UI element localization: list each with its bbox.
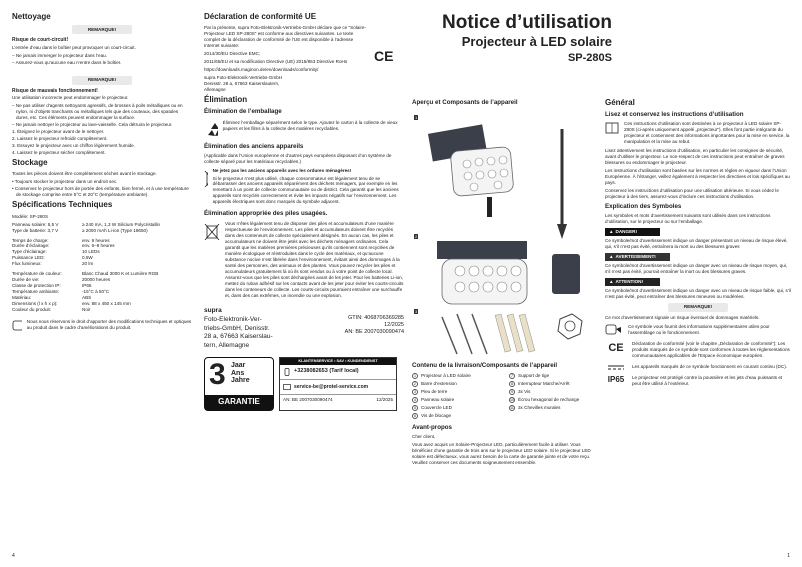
directive: 2014/30/EU Directive EMC;: [204, 51, 261, 57]
content-item: 6 Vis de blocage: [414, 413, 452, 419]
spec-row: Matériau: ABS: [12, 295, 92, 301]
attention-label: ▲ ATTENTION!: [605, 278, 660, 286]
contenu-heading: Contenu de la livraison/Composants de l’appareil: [412, 362, 558, 370]
info-hand-icon: [605, 324, 623, 336]
spec-row: Durée d’éclairage: env. 6–8 heures: [12, 243, 115, 249]
content-item: 7 Support de tige: [511, 373, 550, 379]
email-icon: [283, 383, 291, 391]
company-address: Denisstr. 28 a, 67663 Kaiserslautern,: [204, 81, 280, 87]
declaration-body: Par la présente, supra Foto-Elektronik-Vertriebs-GmbH déclare que ce "Solaire-Projecteur LED SP-280S" est conforme aux directives suivantes. Le texte complet de la déclaration de conformité de l’UE est disponible à l’adresse Internet suivante:: [204, 25, 366, 49]
content-item: 8 Interrupteur Marche/Arrêt: [511, 381, 570, 387]
specs-heading: Spécifications Techniques: [12, 200, 113, 210]
page-number: 1: [787, 552, 790, 559]
service-box: KLANTENSERVICE • SAV • KUNDENDIENST +3238082653 (Tarif local) service-be@protel-service.com AN: BE 2007030090474 12/2025: [279, 357, 397, 411]
callout-1: 1: [415, 115, 418, 121]
company-name: supra Foto-Elektronik-Vertriebs-GmbH: [204, 75, 283, 81]
specs-table: [12, 214, 192, 314]
general-p3: Les instructions d’utilisation sont basées sur les normes et règles en vigueur dans l’Union Européenne. À l’étranger, veillez également à respecter les directives et lois spécifiques au pays.: [605, 168, 790, 186]
manual-title: Notice d’utilisation: [442, 12, 612, 33]
stockage-heading: Stockage: [12, 157, 48, 167]
elimination-sub1: Élimination de l’emballage: [204, 108, 282, 116]
recycle-icon: [204, 120, 218, 140]
spec-row: Température ambiante: -15°C à 50°C: [12, 289, 110, 295]
company-line: tern, Allemagne: [204, 342, 250, 350]
service-email: service-be@protel-service.com: [280, 379, 396, 394]
attention-body: Ce symbole/mot d’avertissement indique un danger avec un niveau de risque faible, qui, s’il n’est pas évité, peut entraîner des blessures mineures ou modérées.: [605, 287, 791, 299]
list-item: – Ne jamais nettoyer le projecteur au lave-vaisselle. Cela détruira le projecteur.: [12, 122, 173, 128]
device-drawing: [412, 109, 598, 359]
callout-3: 3: [415, 309, 418, 315]
content-item: 4 Panneau solaire: [414, 397, 455, 403]
remarque-badge: REMARQUE!: [668, 303, 728, 312]
warning-triangle-icon: ▲: [609, 253, 614, 259]
list-item: – Ne pas utiliser d’agents nettoyants agressifs, de brosses à poils métalliques ou en nylon, ni d’objets tranchants ou métalliques tels que des couteaux, des spatules dures, etc. Ces éléments peuvent endommager la surface.: [12, 103, 183, 121]
symbols-heading: Explication des Symboles: [605, 203, 682, 211]
symbol-row-dc: Les appareils marqués de ce symbole fonctionnent en courant continu (DC).: [605, 364, 791, 372]
stockage-body: Toutes les pièces doivent être complètement sèches avant le stockage.: [12, 171, 157, 177]
avant-greeting: Cher client,: [412, 434, 436, 440]
symbol-row-ip65: IP65 Le projecteur est protégé contre la poussière et les jets d’eau puissants et peut être utilisé à l’extérieur.: [605, 375, 791, 389]
risk-title: Risque de mauvais fonctionnement!: [12, 87, 98, 94]
remarque-badge: REMARQUE!: [72, 76, 132, 85]
avertissement-label: ▲ AVERTISSEMENT!: [605, 253, 670, 261]
phone-icon: [283, 368, 291, 376]
dc-current-icon: [605, 364, 627, 372]
company-line: 28 a, 67663 Kaiserslau-: [204, 333, 273, 341]
step-item: 2. Laissez le projecteur refroidir complètement.: [12, 136, 108, 142]
company-country: Allemagne: [204, 87, 226, 93]
page-right-left-column: [412, 96, 598, 468]
spec-row: Type de batterie: 3,7 V ≥ 2000 mAh Li-ion (Type 18650): [12, 227, 148, 233]
packaging-row: Éliminez l’emballage séparément selon le type. Ajoutez le carton à la collecte de vieux papiers et les films à la collecte des matières recyclables.: [204, 120, 404, 140]
spec-row: Temps de charge: env. 8 heures: [12, 237, 110, 243]
manual-title-block: [412, 12, 612, 65]
content-item: 9 3x Vis: [511, 389, 531, 395]
ce-mark-icon: CE: [374, 48, 394, 65]
callout-2: 2: [415, 234, 418, 240]
service-date: 12/2025: [376, 396, 393, 402]
product-illustration: [412, 109, 598, 359]
avant-heading: Avant-propos: [412, 424, 452, 432]
apercu-heading: Aperçu et Composants de l’appareil: [412, 99, 518, 106]
danger-body: Ce symbole/mot d’avertissement indique un danger présentant un niveau de risque élevé, qui, s’il n’est pas évité, entraînera la mort ou des blessures graves: [605, 238, 788, 250]
elimination-sub3: Élimination appropriée des piles usagées.: [204, 210, 328, 218]
spec-row: Dimensions (l x h x p): env. 88 x 450 x 145 mm: [12, 301, 131, 307]
spec-row: Température de couleur: Blanc Chaud 3000 K et Lumière RGB: [12, 271, 159, 277]
spec-row: Classe de protection IP: IP65: [12, 283, 92, 289]
symbol-row-info: Ce symbole vous fournit des informations supplémentaires utiles pour l’assemblage ou le fonctionnement.: [605, 324, 791, 338]
spec-row: Flux lumineux: 20 lm: [12, 261, 94, 267]
general-heading: Général: [605, 98, 635, 107]
manufacturer-block: [204, 307, 404, 351]
remarque-badge: REMARQUE!: [72, 25, 132, 34]
model-number: SP-280S: [567, 51, 612, 64]
content-item: 10 Écrou hexagonal de rechange: [510, 397, 580, 403]
company-line: Foto-Elektronik-Ver-: [204, 315, 262, 323]
page-number: 4: [12, 552, 15, 559]
list-item: • Toujours stocker le projecteur dans un endroit sec.: [12, 179, 118, 185]
page-mid-column: [204, 10, 404, 411]
service-an: AN: BE 2007030090474: [283, 396, 333, 402]
list-item: – Ne jamais immerger le projecteur dans l’eau.: [12, 52, 107, 58]
warning-triangle-icon: ▲: [609, 229, 614, 235]
spec-row: Type d’éclairage: 10 LEDs: [12, 249, 100, 255]
contents-list: [412, 373, 598, 419]
company-line: triebs-GmbH, Denisstr.: [204, 324, 270, 332]
info-hand-icon: [12, 319, 22, 333]
elimination-heading: Élimination: [204, 95, 248, 105]
spec-model: Modèle: SP-280S: [12, 213, 49, 219]
risk-title: Risque de court-circuit!: [12, 37, 69, 44]
risk-body: Une utilisation incorrecte peut endommager le projecteur.: [12, 95, 129, 101]
crossed-bin-icon: [204, 168, 208, 188]
step-item: 4. Laissez le projecteur sécher complètement.: [12, 149, 106, 155]
manual-subtitle: Projecteur à LED solaire: [461, 33, 612, 49]
nettoyage-heading: Nettoyage: [12, 12, 51, 21]
symbols-intro: Les symboles et mots d’avertissement suivants sont utilisés dans ces instructions d’utilisation, sur le projecteur ou sur l’emballage.: [605, 213, 771, 225]
brand-logo: supra: [204, 307, 222, 314]
battery-row: Vous n’êtes légalement tenu de disposer des piles et accumulateurs d’une manière respectueuse de l’environnement. Les piles et accumulateurs doivent être recyclés dans des conteneurs de collecte spécialement désignés. En aucun cas, les piles et accumulateurs ne doivent être jetés avec les déchets ménagers ordinaires. Cela garantit que les matières premières précieuses qu’ils contiennent sont recyclées de manière écologique et réintroduites dans le cycle des matériaux, et qu’aucune substance nocive n’est libérée dans l’environnement, évitant ainsi des dommages à la santé des personnes, des animaux et des plantes. Vous pouvez recycler les piles et accumulateurs gratuitement là où ils sont vendus ou à votre point de collecte local. Assurez-vous que les piles sont déchargées avant de les jeter. Pour les batteries Li-ion, mettez du ruban adhésif sur les contacts avant de les jeter pour éviter les courts-circuits dans les conteneurs de collecte. Les courts-circuits pourraient entraîner une surchauffe et, dans des cas extrêmes, un incendie ou une explosion.: [204, 221, 404, 301]
service-phone: +3238082653 (Tarif local): [280, 365, 396, 379]
battery-bin-icon: [204, 221, 220, 241]
warning-triangle-icon: ▲: [609, 278, 614, 284]
page-left-column: [12, 10, 192, 336]
weee-row: Ne jetez pas les anciens appareils avec les ordures ménagères! Si le projecteur n’est plus utilisé, chaque consommateur est légalement tenu de se débarrasser des anciens appareils séparément des déchets ménagers, par exemple en les remettant à un point de collecte communautaire ou de district. Cela garantit que les anciens appareils sont recyclés correctement et évite les impacts négatifs sur l’environnement. Les appareils électriques sont donc marqués du symbole adjacent.: [204, 168, 404, 208]
page-right-right-column: [605, 96, 791, 392]
spec-row: Durée de vie: 20000 heures: [12, 277, 111, 283]
step-item: 1. Éteignez le projecteur avant de le nettoyer.: [12, 129, 105, 135]
book-icon: [605, 121, 619, 135]
ce-mark-icon: CE: [608, 341, 624, 354]
content-item: 2 Barre d’extension: [414, 381, 457, 387]
symbol-row-ce: CE Déclaration de conformité (voir le chapitre „Déclaration de conformité“): Les produits marqués de ce symbole sont conformes à toutes les réglementations communautaires applicables de l’Espace économique européen.: [605, 341, 791, 361]
ip65-icon: IP65: [607, 374, 625, 384]
directive: 2011/65/EU et sa modification Directive (UE) 2015/863 Directive RoHs: [204, 59, 348, 65]
step-item: 3. Essuyez le projecteur avec un chiffon légèrement humide.: [12, 143, 135, 149]
elimination-sub2-body: (Applicable dans l’Union européenne et d’autres pays européens disposant d’un système de collecte séparé pour les matériaux recyclables.): [204, 152, 392, 164]
spec-note: Nous nous réservons le droit d’apporter des modifications techniques et optiques au produit dans le cadre d’améliorations du produit.: [12, 319, 192, 333]
list-item: • Conservez le projecteur hors de portée des enfants, bien fermé, et à une température de stockage comprise entre 5°C et 20°C (température ambiante).: [12, 186, 189, 198]
guarantee-badge: 3 Jaar Ans Jahre GARANTIE: [204, 357, 274, 411]
spec-row: Puissance LED: 0,5W: [12, 255, 93, 261]
general-p2: Lisez attentivement les instructions d’utilisation, en particulier les consignes de sécurité, avant d’utiliser le projecteur. Le non-respect de ces instructions peut entraîner de graves blessures ou endommager le projecteur.: [605, 148, 785, 166]
read-instructions-row: Ces instructions d’utilisation sont destinées à ce projecteur à LED solaire SP-280S (ci-après uniquement appelé „projecteur“). Elles font partie intégrante du projecteur et contiennent des informations importantes pour la mise en service, la manipulation et la mise au rebut.: [605, 121, 791, 147]
general-sub1: Lisez et conservez les instructions d’utilisation: [605, 111, 744, 119]
danger-label: ▲ DANGER!: [605, 228, 660, 236]
spec-row: Panneau solaire: 5,5 V ≥ 240 mA, 1,3 W Silicium Polycristallin: [12, 221, 161, 227]
avertissement-body: Ce symbole/mot d’avertissement indique un danger avec un niveau de risque moyen, qui, s’il n’est pas évité, pourrait entraîner la mort ou des blessures graves.: [605, 262, 788, 274]
gtin: GTIN: 4068706369285: [348, 315, 404, 321]
an-number: AN: BE 2007030090474: [344, 329, 404, 336]
spec-row: Couleur du produit: Noir: [12, 307, 91, 313]
list-item: – Assurez-vous qu’aucune eau n’entre dans le boîtier.: [12, 59, 122, 65]
date: 12/2025: [384, 322, 404, 329]
risk-body: L’entrée d’eau dans le boîtier peut provoquer un court-circuit.: [12, 44, 136, 50]
declaration-url: https://downloads.maginon.de/en/downloads/conformity/: [204, 67, 319, 73]
declaration-heading: Déclaration de conformité UE: [204, 12, 317, 21]
guarantee-block: [204, 357, 404, 411]
content-item: 3 Pieu de terre: [414, 389, 448, 395]
general-p4: Conservez les instructions d’utilisation pour une utilisation ultérieure. Si vous cédez le projecteur à des tiers, assurez-vous d’inclure ces instructions d’utilisation.: [605, 188, 779, 200]
elimination-sub2: Élimination des anciens appareils: [204, 142, 304, 150]
content-item: 11 3x Chevilles murales: [510, 405, 561, 411]
content-item: 1 Projecteur à LED solaire: [414, 373, 471, 379]
remarque-body: Ce mot d’avertissement signale un risque éventuel de dommages matériels.: [605, 314, 760, 320]
content-item: 5 Couvercle LED: [414, 405, 452, 411]
avant-body: Vous avez acquis un Solaire-Projecteur LED, particulièrement facile à utiliser. Vous bénéficiez d’une garantie de trois ans sur le projecteur LED solaire. Si le projecteur LED solaire est défectueux, vous aurez besoin de la carte de garantie jointe et de votre reçu. Veuillez conserver ces documents soigneusement ensemble.: [412, 442, 591, 466]
